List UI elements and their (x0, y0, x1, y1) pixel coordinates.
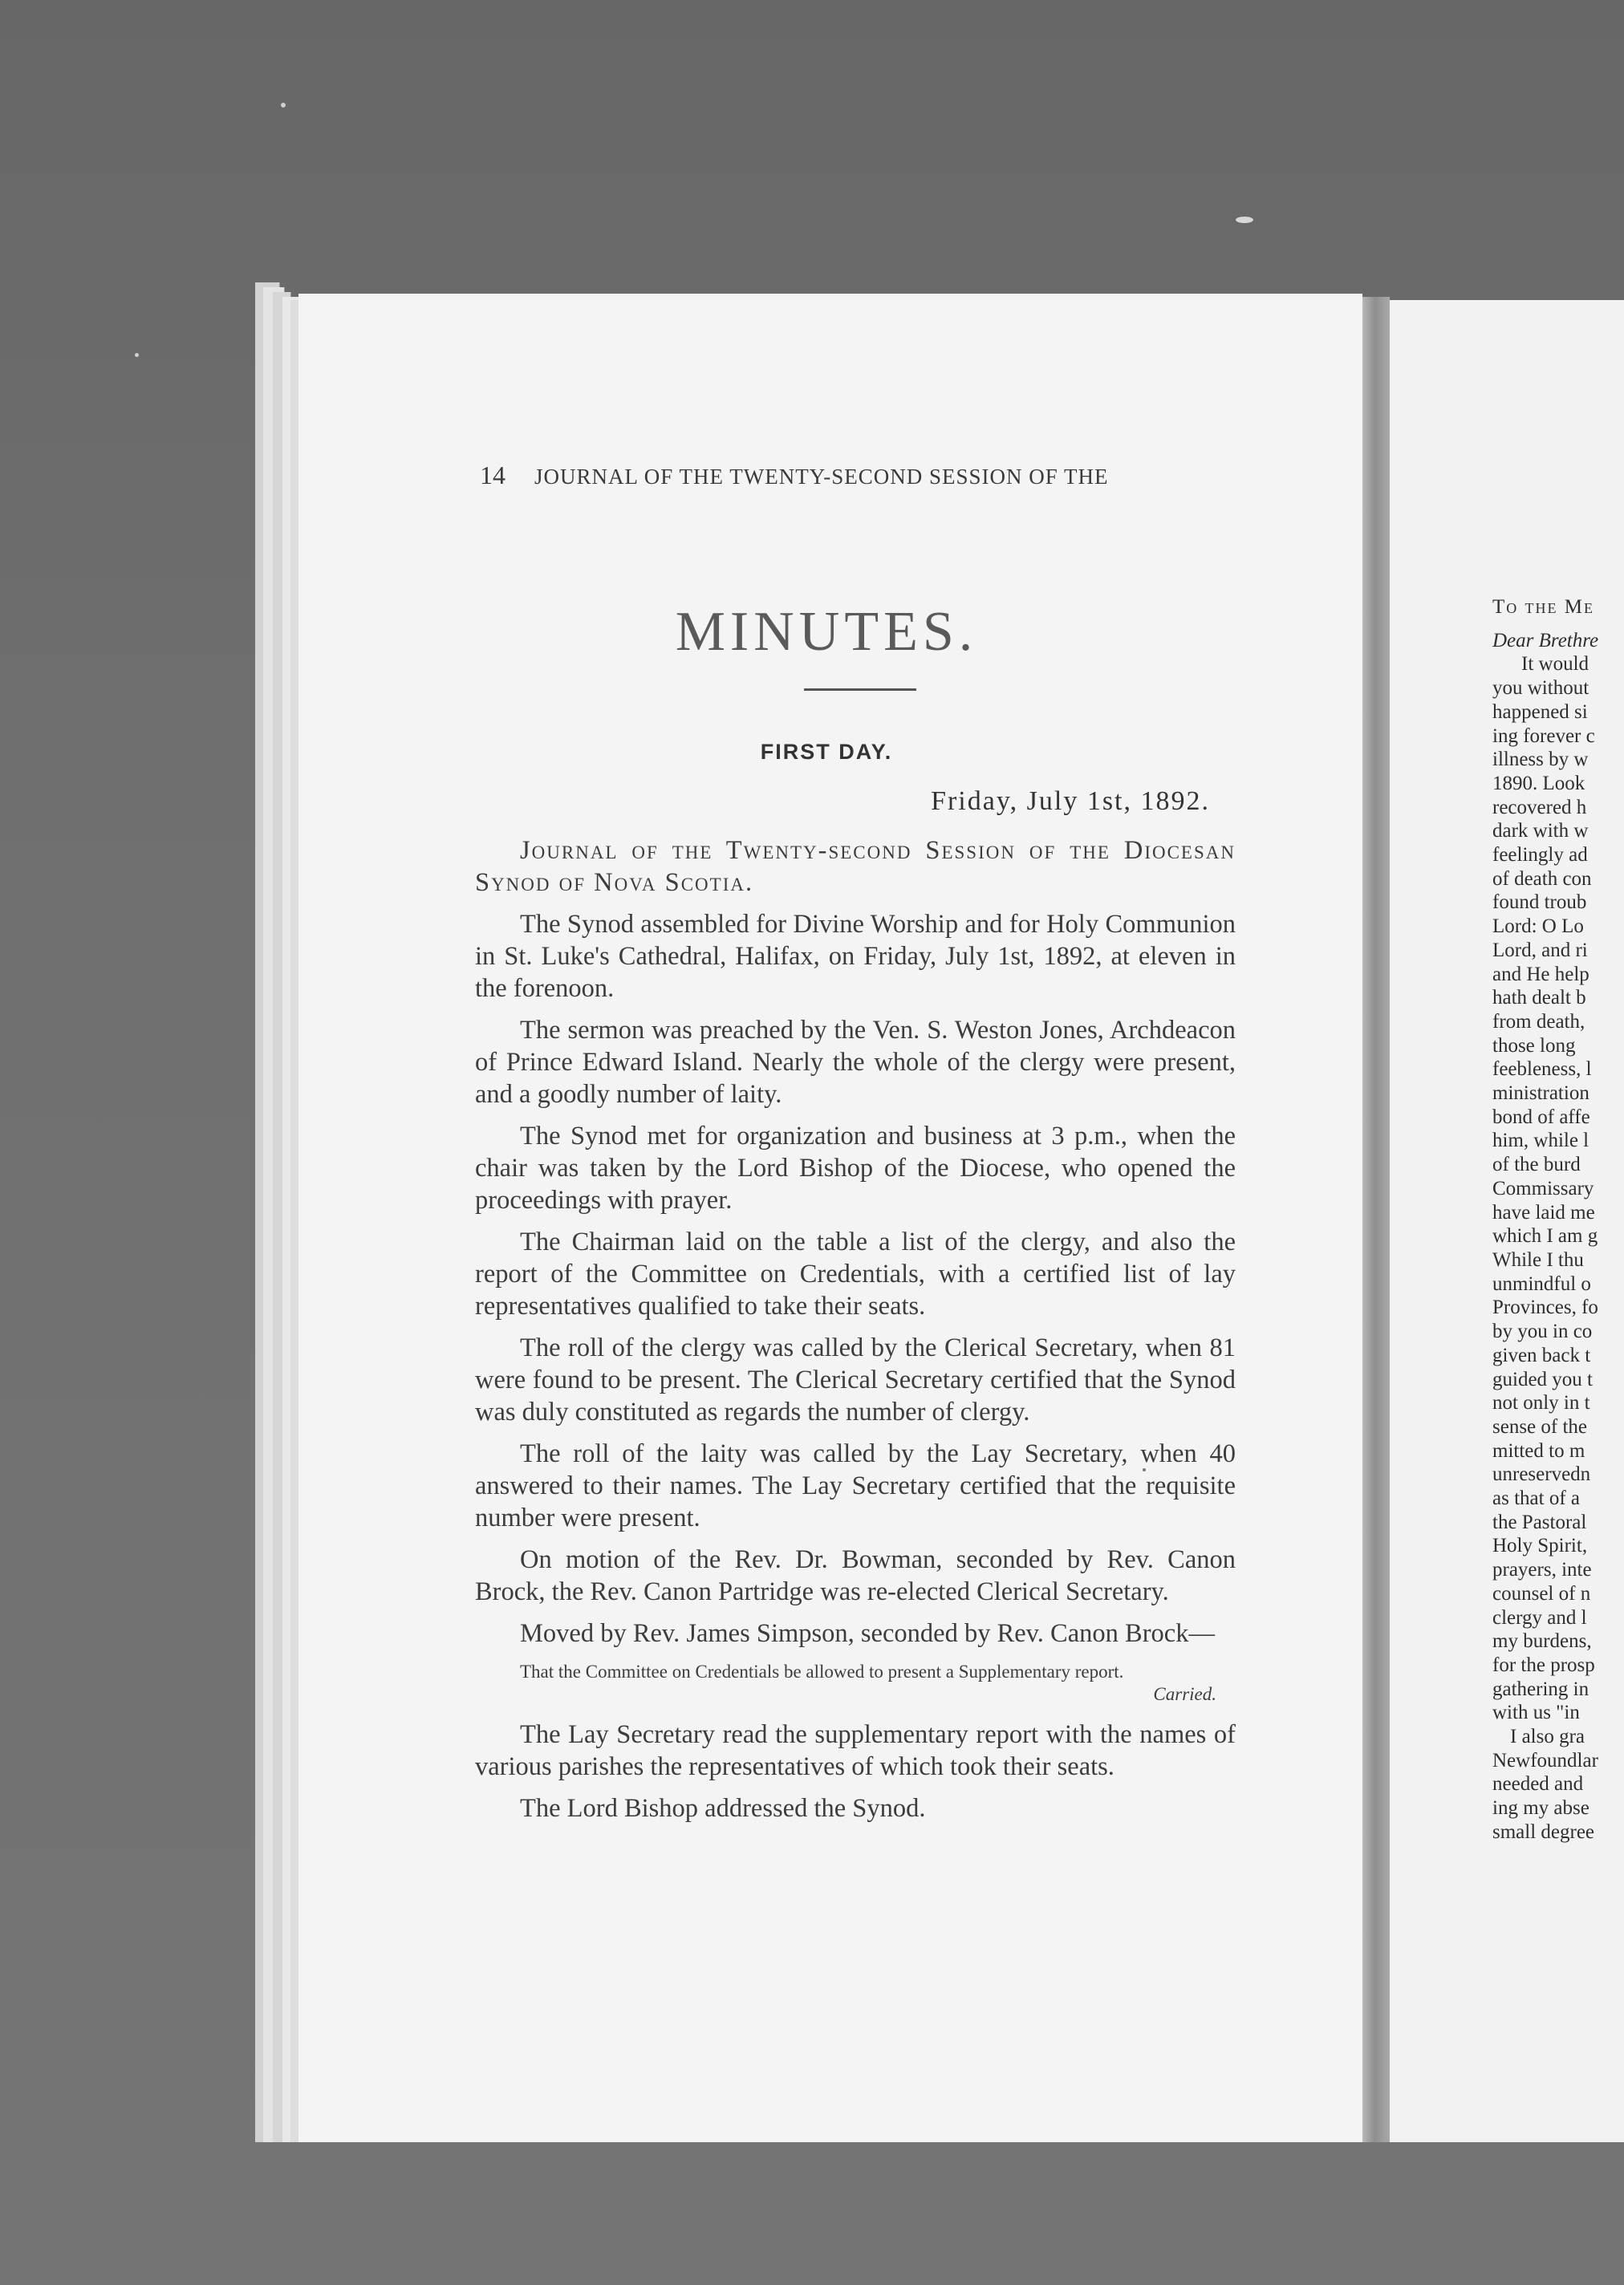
right-page-line: 1890. Look (1492, 772, 1585, 794)
running-head (480, 461, 1202, 490)
right-page-line: Holy Spirit, (1492, 1535, 1588, 1557)
resolution-text: That the Committee on Credentials be allowed to present a Supplementary report. (520, 1662, 1124, 1682)
resolution-status: Carried. (1153, 1684, 1216, 1704)
right-page-line: ministration (1492, 1082, 1589, 1105)
right-page-line: dark with w (1492, 820, 1589, 842)
right-page-line: Lord, and ri (1492, 939, 1588, 961)
right-page-line: illness by w (1492, 749, 1589, 771)
right-page-line: for the prosp (1492, 1654, 1595, 1676)
right-page-line: Newfoundlar (1492, 1749, 1598, 1772)
right-page-line: by you in co (1492, 1321, 1593, 1343)
right-page-line: It would (1521, 653, 1589, 676)
right-page-line: of death con (1492, 867, 1592, 890)
right-page-line: prayers, inte (1492, 1559, 1592, 1581)
right-page-line: small degree (1492, 1820, 1595, 1843)
right-page-line: hath dealt b (1492, 987, 1586, 1009)
right-page-line: those long (1492, 1034, 1576, 1057)
section-heading: FIRST DAY. (760, 740, 893, 764)
paragraph: Moved by Rev. James Simpson, seconded by Rev. Canon Brock— (520, 1619, 1215, 1648)
right-page-line: guided you t (1492, 1368, 1593, 1390)
salutation: Dear Brethre (1492, 629, 1599, 651)
right-page-line: counsel of n (1492, 1582, 1591, 1605)
right-page-line: the Pastoral (1492, 1511, 1587, 1533)
right-page-lines (1492, 652, 1624, 1844)
right-page-line: clergy and l (1492, 1606, 1587, 1629)
right-page-line: Lord: O Lo (1492, 915, 1584, 938)
right-page-line: feebleness, l (1492, 1058, 1592, 1081)
running-head-text: JOURNAL OF THE TWENTY-SECOND SESSION OF THE (534, 465, 1109, 489)
paragraph: The Chairman laid on the table a list of the clergy, and also the report of the Committee on Credentials, with a certified list of lay representatives qualified to take their seats. (475, 1228, 1236, 1321)
right-page-text (1492, 595, 1624, 1845)
session-date: Friday, July 1st, 1892. (931, 786, 1210, 816)
dust-speck (1143, 1468, 1146, 1471)
right-page-line: as that of a (1492, 1487, 1580, 1510)
dust-speck (135, 353, 139, 357)
right-page-line: not only in t (1492, 1392, 1590, 1414)
right-page-line: gathering in (1492, 1678, 1589, 1700)
right-page-line: mitted to m (1492, 1439, 1585, 1462)
paragraph: Journal of the Twenty-second Session of the Diocesan Synod of Nova Scotia. (475, 836, 1236, 897)
page-title: MINUTES. (675, 601, 978, 663)
right-page-line: found troub (1492, 891, 1587, 914)
title-rule (804, 688, 916, 691)
right-page-line: recovered h (1492, 796, 1587, 818)
right-page-line: him, while l (1492, 1130, 1589, 1152)
right-page-line: given back t (1492, 1344, 1591, 1366)
right-page-line: which I am g (1492, 1225, 1598, 1248)
right-page-line: unmindful o (1492, 1272, 1591, 1295)
right-page-line: sense of the (1492, 1415, 1588, 1438)
paragraph: The Lay Secretary read the supplementary report with the names of various parishes the representatives of which took their seats. (475, 1720, 1236, 1781)
right-page-line: happened si (1492, 700, 1588, 723)
paragraph: The roll of the laity was called by the Lay Secretary, when 40 answered to their names. The Lay Secretary certified that the requisite number were present. (475, 1439, 1236, 1532)
right-page-line: ing forever c (1492, 724, 1595, 747)
right-page-line: Commissary (1492, 1177, 1594, 1199)
right-page-line: ing my abse (1492, 1797, 1589, 1820)
right-page-line: needed and (1492, 1773, 1584, 1796)
paragraph: The Synod assembled for Divine Worship and for Holy Communion in St. Luke's Cathedral, Halifax, on Friday, July 1st, 1892, at eleven in the forenoon. (475, 910, 1236, 1003)
right-page-line: bond of affe (1492, 1106, 1590, 1128)
paragraph: The sermon was preached by the Ven. S. Weston Jones, Archdeacon of Prince Edward Island. Nearly the whole of the clergy were present, and a goodly number of laity. (475, 1016, 1236, 1109)
right-page-line: I also gra (1510, 1726, 1585, 1748)
right-page-line: have laid me (1492, 1201, 1595, 1224)
paragraph: On motion of the Rev. Dr. Bowman, seconded by Rev. Canon Brock, the Rev. Canon Partridge was re-elected Clerical Secretary. (475, 1545, 1236, 1606)
page-number: 14 (480, 461, 505, 489)
right-page-line: from death, (1492, 1010, 1585, 1033)
book-gutter (1362, 297, 1390, 2142)
right-page-line: you without (1492, 677, 1589, 700)
dust-speck (1236, 217, 1253, 223)
right-page-heading: To the Me (1492, 596, 1594, 618)
paragraph: The Synod met for organization and business at 3 p.m., when the chair was taken by the Lord Bishop of the Diocese, who opened the proceedings with prayer. (475, 1122, 1236, 1215)
paragraph: The roll of the clergy was called by the Clerical Secretary, when 81 were found to be present. The Clerical Secretary certified that the Synod was duly constituted as regards the number of clergy. (475, 1333, 1236, 1427)
resolution (475, 1661, 1236, 1706)
right-page-line: unreservedn (1492, 1463, 1591, 1486)
dust-speck (281, 103, 286, 108)
right-page-line: my burdens, (1492, 1630, 1592, 1653)
right-page-line: feelingly ad (1492, 844, 1588, 867)
right-page-line: with us "in (1492, 1702, 1580, 1724)
right-page-line: of the burd (1492, 1154, 1581, 1176)
right-page-line: and He help (1492, 963, 1589, 985)
right-page-line: While I thu (1492, 1248, 1584, 1271)
right-page-line: Provinces, fo (1492, 1297, 1598, 1319)
paragraph: The Lord Bishop addressed the Synod. (520, 1794, 926, 1823)
minutes-body (475, 834, 1236, 1834)
